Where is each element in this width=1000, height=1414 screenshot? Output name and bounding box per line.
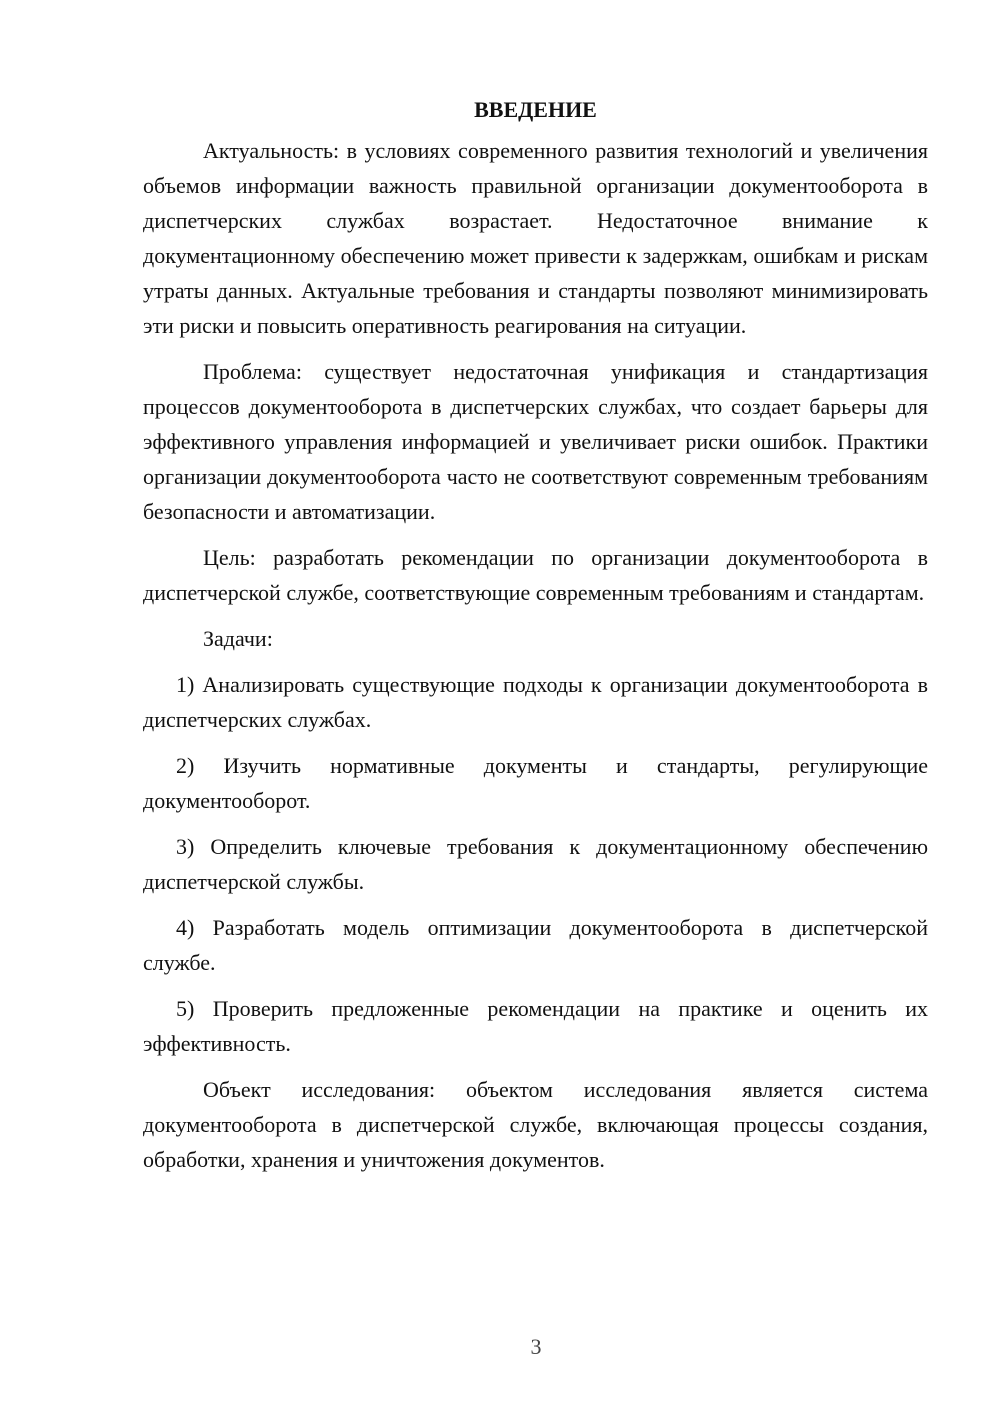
document-title: ВВЕДЕНИЕ xyxy=(474,97,597,122)
task-item-4: 4) Разработать модель оптимизации документооборота в диспетчерской службе. xyxy=(143,915,928,975)
task-item-2: 2) Изучить нормативные документы и стандарты, регулирующие документооборот. xyxy=(143,753,928,813)
task-item-3: 3) Определить ключевые требования к документационному обеспечению диспетчерской службы. xyxy=(143,834,928,894)
task-item-1: 1) Анализировать существующие подходы к организации документооборота в диспетчерских службах. xyxy=(143,672,928,732)
document-page xyxy=(143,92,928,1188)
tasks-heading: Задачи: xyxy=(203,626,273,651)
paragraph-object: Объект исследования: объектом исследования является система документооборота в диспетчерской службе, включающая процессы создания, обработки, хранения и уничтожения документов. xyxy=(143,1077,928,1172)
page-number: 3 xyxy=(530,1334,542,1359)
task-item-5: 5) Проверить предложенные рекомендации на практике и оценить их эффективность. xyxy=(143,996,928,1056)
paragraph-problem: Проблема: существует недостаточная унификация и стандартизация процессов документооборота в диспетчерских службах, что создает барьеры для эффективного управления информацией и увеличивает риски ошибок. Практики организации документооборота часто не соответствуют современным требованиям безопасности и автоматизации. xyxy=(143,359,928,524)
paragraph-goal: Цель: разработать рекомендации по организации документооборота в диспетчерской службе, соответствующие современным требованиям и стандартам. xyxy=(143,545,928,605)
paragraph-relevance: Актуальность: в условиях современного развития технологий и увеличения объемов информации важность правильной организации документооборота в диспетчерских службах возрастает. Недостаточное внимание к документационному обеспечению может привести к задержкам, ошибкам и рискам утраты данных. Актуальные требования и стандарты позволяют минимизировать эти риски и повысить оперативность реагирования на ситуации. xyxy=(143,138,928,338)
